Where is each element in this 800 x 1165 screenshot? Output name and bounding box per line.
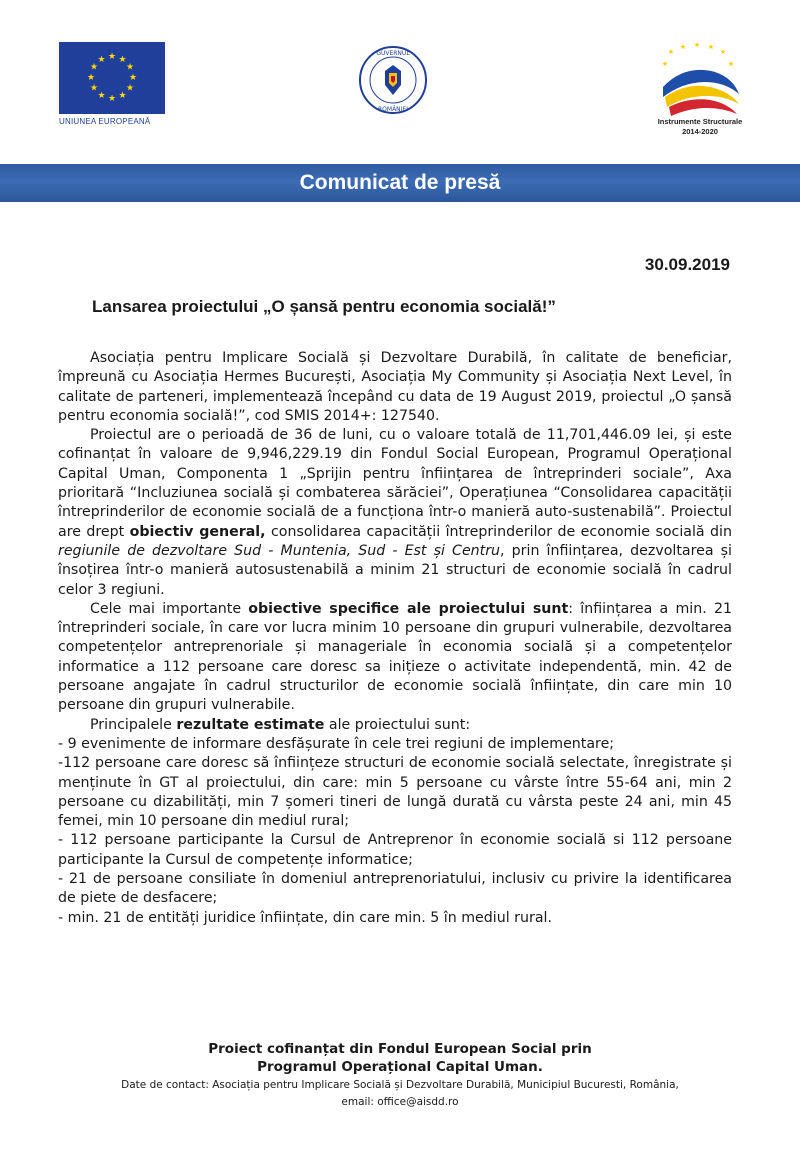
svg-text:★: ★ xyxy=(125,83,135,94)
svg-text:★: ★ xyxy=(667,48,675,56)
eu-stars-icon xyxy=(59,42,165,114)
svg-text:★: ★ xyxy=(97,55,106,65)
svg-text:ROMÂNIEI: ROMÂNIEI xyxy=(378,106,408,113)
svg-text:★: ★ xyxy=(128,73,138,83)
svg-text:★: ★ xyxy=(118,55,127,65)
paragraph-results-intro xyxy=(58,716,732,735)
svg-text:★: ★ xyxy=(727,60,735,68)
footer-email[interactable]: email: office@aisdd.ro xyxy=(341,1096,459,1108)
result-item: - 9 evenimente de informare desfășurate în cele trei regiuni de implementare; xyxy=(58,735,615,752)
article-body xyxy=(58,349,732,928)
italic-run: regiunile de dezvoltare Sud - Muntenia, Sud - Est și Centru xyxy=(58,542,501,559)
text-run: , prin înființarea, dezvoltarea și însoțirea într-o manieră autosustenabilă a minim 21 structuri de economie socială în cadrul celor 3 regiuni. xyxy=(58,542,732,598)
is-title: Instrumente Structurale xyxy=(657,117,743,126)
structural-instruments-logo xyxy=(655,42,745,117)
svg-text:★: ★ xyxy=(125,62,135,73)
svg-text:GUVERNUL: GUVERNUL xyxy=(376,50,410,57)
text-run: Principalele xyxy=(90,716,177,733)
text-run: Cele mai importante xyxy=(90,600,249,617)
svg-text:★: ★ xyxy=(107,52,117,62)
bold-run: obiectiv general, xyxy=(129,523,266,540)
svg-text:★: ★ xyxy=(661,60,669,68)
svg-text:★: ★ xyxy=(118,91,127,101)
svg-text:★: ★ xyxy=(86,73,96,83)
government-seal-logo xyxy=(358,45,428,115)
result-item: - 112 persoane participante la Cursul de Antreprenor în economie socială si 112 persoane participante la Cursul de competențe informatice; xyxy=(58,832,732,868)
svg-text:★: ★ xyxy=(97,91,106,101)
eu-flag-logo xyxy=(59,42,165,114)
banner-title: Comunicat de presă xyxy=(299,171,501,194)
text-run: : înființarea a min. 21 întreprinderi sociale, în care vor lucra minim 10 persoane din grupuri vulnerabile, dezvoltarea competențelor antreprenoriale și manageriale în economia socială și a competențelor informatice a 112 persoane care doresc sa inițieze o activitate independentă, min. 42 de persoane angajate în cadrul structurilor de economie socială înființate, din care min 10 persoane din grupuri vulnerabile. xyxy=(58,600,732,714)
structural-instruments-label xyxy=(640,117,760,137)
paragraph-objectives xyxy=(58,600,732,716)
svg-text:★: ★ xyxy=(707,43,715,51)
eu-label: UNIUNEA EUROPEANĂ xyxy=(59,117,151,126)
svg-text:★: ★ xyxy=(693,42,701,49)
press-release-banner xyxy=(0,164,800,202)
footer-cofinancing-line: Proiect cofinanțat din Fondul European Social prin xyxy=(208,1041,592,1057)
footer-program-line: Programul Operațional Capital Uman. xyxy=(257,1059,543,1075)
text-run: Proiectul are o perioadă de 36 de luni, cu o valoare totală de 11,701,446.09 lei, și este cofinanțat în valoare de 9,946,229.19 din Fondul Social European, Programul Operațional Capital Uman, Componenta 1 „Sprijin pentru înființarea de întreprinderi sociale”, Axa prioritară “Incluziunea socială și combaterea sărăciei”, Operațiunea “Consolidarea capacității întreprinderilor de economie socială de a funcționa într-o manieră auto-sustenabilă”. Proiectul are drept xyxy=(58,427,732,540)
release-date: 30.09.2019 xyxy=(644,255,730,274)
result-item: - 21 de persoane consiliate în domeniul antreprenoriatului, inclusiv cu privire la identificarea de piete de desfacere; xyxy=(58,871,732,907)
svg-text:★: ★ xyxy=(89,62,99,73)
is-years: 2014-2020 xyxy=(682,127,718,136)
svg-text:★: ★ xyxy=(719,48,727,56)
footer xyxy=(0,1040,800,1110)
text-run: consolidarea capacității întreprinderilor de economie socială din xyxy=(265,523,732,540)
result-item: -112 persoane care doresc să înființeze structuri de economie socială selectate, înregistrate și menținute în GT al proiectului, din care: min 5 persoane cu vârste între 55-64 ani, min 2 persoane cu dizabilități, min 7 șomeri tineri de lungă durată cu vârsta peste 24 ani, min 45 femei, min 10 persoane din mediul rural; xyxy=(58,755,732,830)
svg-text:★: ★ xyxy=(679,43,687,51)
paragraph-project xyxy=(58,426,732,600)
text-run: ale proiectului sunt: xyxy=(324,716,471,733)
svg-text:★: ★ xyxy=(107,94,117,104)
bold-run: rezultate estimate xyxy=(176,716,325,733)
headline: Lansarea proiectului „O șansă pentru economia socială!” xyxy=(92,297,556,316)
bold-run: obiective specifice ale proiectului sunt xyxy=(248,600,569,617)
svg-text:★: ★ xyxy=(89,83,99,94)
result-item: - min. 21 de entități juridice înființate, din care min. 5 în mediul rural. xyxy=(58,909,552,926)
footer-contact: Date de contact: Asociația pentru Implicare Socială și Dezvoltare Durabilă, Municipiul Bucuresti, România, xyxy=(121,1079,679,1091)
logo-bar xyxy=(0,0,800,150)
paragraph-intro: Asociația pentru Implicare Socială și Dezvoltare Durabilă, în calitate de beneficiar, împreună cu Asociația Hermes București, Asociația My Community și Asociația Next Level, în calitate de parteneri, implementează începând cu data de 19 August 2019, proiectul „O șansă pentru economia socială!”, cod SMIS 2014+: 127540. xyxy=(58,350,732,424)
